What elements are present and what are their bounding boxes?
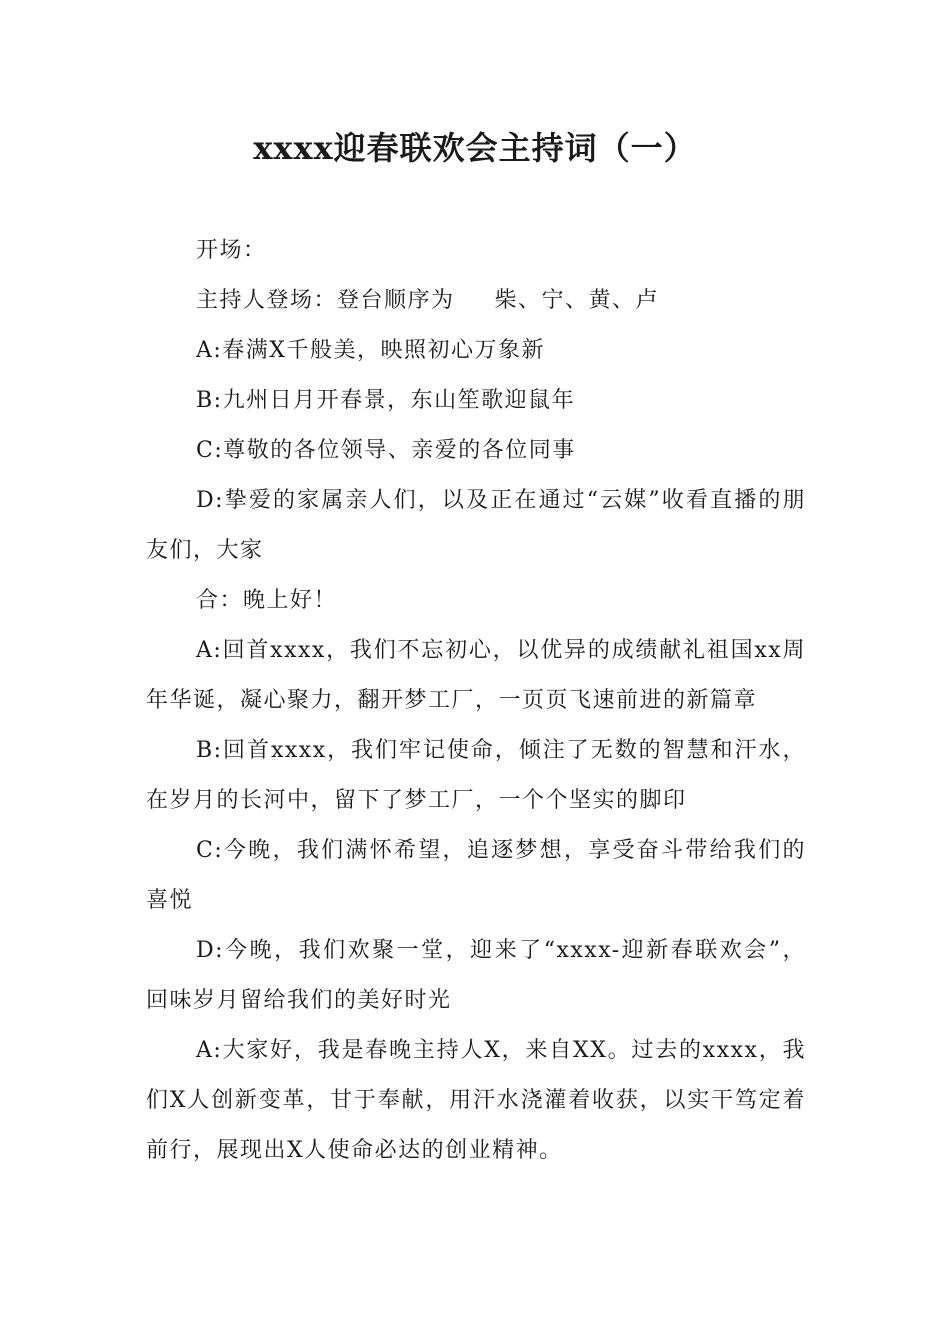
script-paragraph: A:大家好，我是春晚主持人X，来自XX。过去的xxxx，我们X人创新变革，甘于奉献，用汗水浇灌着收获，以实干笃定着前行，展现出X人使命必达的创业精神。 <box>146 1038 806 1163</box>
script-paragraph: C:今晚，我们满怀希望，追逐梦想，享受奋斗带给我们的喜悦 <box>146 838 806 913</box>
script-paragraph: D:今晚，我们欢聚一堂，迎来了“xxxx-迎新春联欢会”，回味岁月留给我们的美好时光 <box>146 938 806 1013</box>
script-paragraph: B:九州日月开春景，东山笙歌迎鼠年 <box>196 388 576 413</box>
host-intro-line <box>146 276 806 326</box>
document-title: xxxx迎春联欢会主持词（一） <box>253 129 697 167</box>
document-body <box>146 226 806 1176</box>
script-paragraph: A:回首xxxx，我们不忘初心，以优异的成绩献礼祖国xx周年华诞，凝心聚力，翻开梦工厂，一页页飞速前进的新篇章 <box>146 638 806 713</box>
script-paragraph: D:挚爱的家属亲人们，以及正在通过“云媒”收看直播的朋友们，大家 <box>146 488 806 563</box>
script-paragraph: A:春满X千般美，映照初心万象新 <box>196 338 545 363</box>
script-paragraph: B:回首xxxx，我们牢记使命，倾注了无数的智慧和汗水，在岁月的长河中，留下了梦工厂，一个个坚实的脚印 <box>146 738 806 813</box>
opening-label: 开场： <box>196 238 267 263</box>
host-intro-prefix: 主持人登场：登台顺序为 <box>196 288 455 313</box>
script-paragraph: C:尊敬的各位领导、亲爱的各位同事 <box>196 438 576 463</box>
script-paragraph: 合：晚上好！ <box>196 588 338 613</box>
host-order: 柴、宁、黄、卢 <box>494 288 660 313</box>
